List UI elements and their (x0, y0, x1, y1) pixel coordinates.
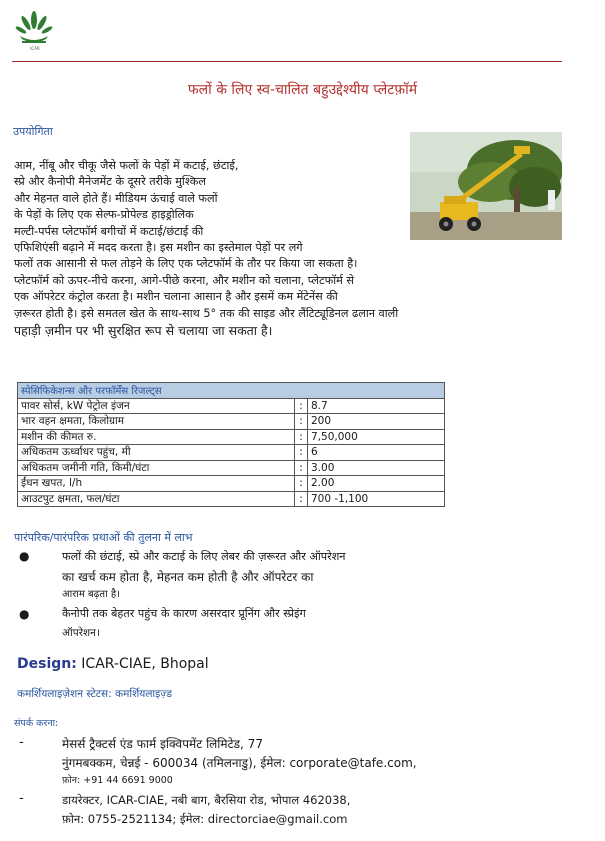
utility-line: एक ऑपरेटर कंट्रोल करता है। मशीन चलाना आसान है और इसमें कम मेंटेनेंस की (14, 290, 338, 304)
spec-value: 6 (308, 445, 445, 461)
benefits-heading: पारंपरिक/पारंपरिक प्रथाओं की तुलना में लाभ (14, 531, 193, 544)
contact-line: मेसर्स ट्रैक्टर्स एंड फार्म इक्विपमेंट लिमिटेड, 77 (62, 737, 263, 751)
utility-heading: उपयोगिता (13, 125, 53, 138)
contact-line: नुंगमबक्कम, चेन्नई - 600034 (तमिलनाडु), ईमेल: corporate@tafe.com, (62, 756, 417, 770)
utility-line: आम, नींबू और चीकू जैसे फलों के पेड़ों में कटाई, छंटाई, (14, 159, 239, 172)
utility-line: मल्टी-पर्पस प्लेटफॉर्म बगीचों में कटाई/छंटाई की (14, 224, 204, 238)
benefit-line: फलों की छंटाई, स्प्रे और कटाई के लिए लेबर की ज़रूरत और ऑपरेशन (62, 550, 346, 563)
utility-line: ज़रूरत होती है। इसे समतल खेत के साथ-साथ 5° तक की साइड और लैंटिट्यूडिनल ढलान वाली (14, 306, 399, 320)
spec-value: 700 -1,100 (308, 491, 445, 507)
spec-label: आउटपुट क्षमता, फल/घंटा (18, 491, 295, 507)
logo-caption: ICAR (30, 46, 40, 51)
bullet-icon: ● (19, 607, 30, 621)
benefit-line: आराम बढ़ता है। (62, 589, 120, 600)
table-row (18, 414, 445, 430)
contact-line: फ़ोन: 0755-2521134; ईमेल: directorciae@gmail.com (62, 812, 348, 826)
utility-line: पहाड़ी ज़मीन पर भी सुरक्षित रूप से चलाया जा सकता है। (14, 323, 273, 339)
commercialization-status: कमर्शियलाइज़ेशन स्टेटस: कमर्शियलाइज़्ड (17, 688, 172, 700)
contact-line: डायरेक्टर, ICAR-CIAE, नबी बाग, बैरसिया रोड, भोपाल 462038, (62, 793, 351, 807)
utility-line: प्लेटफॉर्म को ऊपर-नीचे करना, आगे-पीछे करना, और मशीन को चलाना, प्लेटफॉर्म से (14, 273, 354, 287)
design-label: Design: (17, 656, 77, 672)
table-row (18, 491, 445, 507)
spec-colon: : (295, 460, 308, 476)
utility-line: स्प्रे और कैनोपी मैनेजमेंट के दूसरे तरीके मुश्किल (14, 175, 206, 189)
spec-colon: : (295, 414, 308, 430)
contact-heading: संपर्क करना: (14, 718, 59, 729)
spec-label: भार वहन क्षमता, किलोग्राम (18, 414, 295, 430)
utility-line: के पेड़ों के लिए एक सेल्फ-प्रोपेल्ड हाइड्रोलिक (14, 208, 194, 222)
table-row (18, 476, 445, 492)
spec-label: अधिकतम जमीनी गति, किमी/घंटा (18, 460, 295, 476)
utility-line: और मेहनत वाले होते हैं। मीडियम ऊंचाई वाले फलों (14, 191, 218, 205)
spec-value: 7,50,000 (308, 429, 445, 445)
spec-colon: : (295, 429, 308, 445)
spec-colon: : (295, 476, 308, 492)
benefit-line: ऑपरेशन। (62, 627, 100, 639)
spec-colon: : (295, 398, 308, 414)
dash-marker: - (19, 791, 24, 806)
bullet-icon: ● (19, 549, 30, 563)
page-title: फलों के लिए स्व-चालित बहुउद्देश्यीय प्लेटफ़ॉर्म (187, 82, 418, 98)
utility-line: एफिशिएंसी बढ़ाने में मदद करता है। इस मशीन का इस्तेमाल पेड़ों पर लगे (14, 241, 303, 255)
benefit-line: का खर्च कम होता है, मेहनत कम होती है और ऑपरेटर का (62, 570, 314, 584)
spec-colon: : (295, 491, 308, 507)
table-row (18, 429, 445, 445)
spec-value: 200 (308, 414, 445, 430)
spec-label: पावर सोर्स, kW पेट्रोल इंजन (18, 398, 295, 414)
utility-line: फलों तक आसानी से फल तोड़ने के लिए एक प्लेटफॉर्म के तौर पर किया जा सकता है। (14, 257, 358, 271)
table-row (18, 460, 445, 476)
table-row (18, 445, 445, 461)
header-divider (12, 61, 562, 62)
spec-table (17, 382, 445, 507)
spec-heading: स्पेसिफिकेशन्स और परफॉर्मेंस रिजल्ट्स (18, 383, 445, 399)
design-value: ICAR-CIAE, Bhopal (76, 656, 209, 672)
spec-label: मशीन की कीमत रु. (18, 429, 295, 445)
benefit-line: कैनोपी तक बेहतर पहुंच के कारण असरदार प्रूनिंग और स्प्रेइंग (62, 607, 306, 620)
spec-label: अधिकतम ऊर्ध्वाधर पहुंच, मी (18, 445, 295, 461)
contact-line: फ़ोन: +91 44 6691 9000 (62, 775, 173, 786)
table-row (18, 398, 445, 414)
spec-colon: : (295, 445, 308, 461)
spec-value: 3.00 (308, 460, 445, 476)
design-credit (17, 656, 209, 672)
dash-marker: - (19, 735, 24, 750)
spec-value: 8.7 (308, 398, 445, 414)
spec-label: ईंधन खपत, l/h (18, 476, 295, 492)
spec-table-header (18, 383, 445, 399)
spec-value: 2.00 (308, 476, 445, 492)
utility-paragraph (14, 158, 534, 340)
